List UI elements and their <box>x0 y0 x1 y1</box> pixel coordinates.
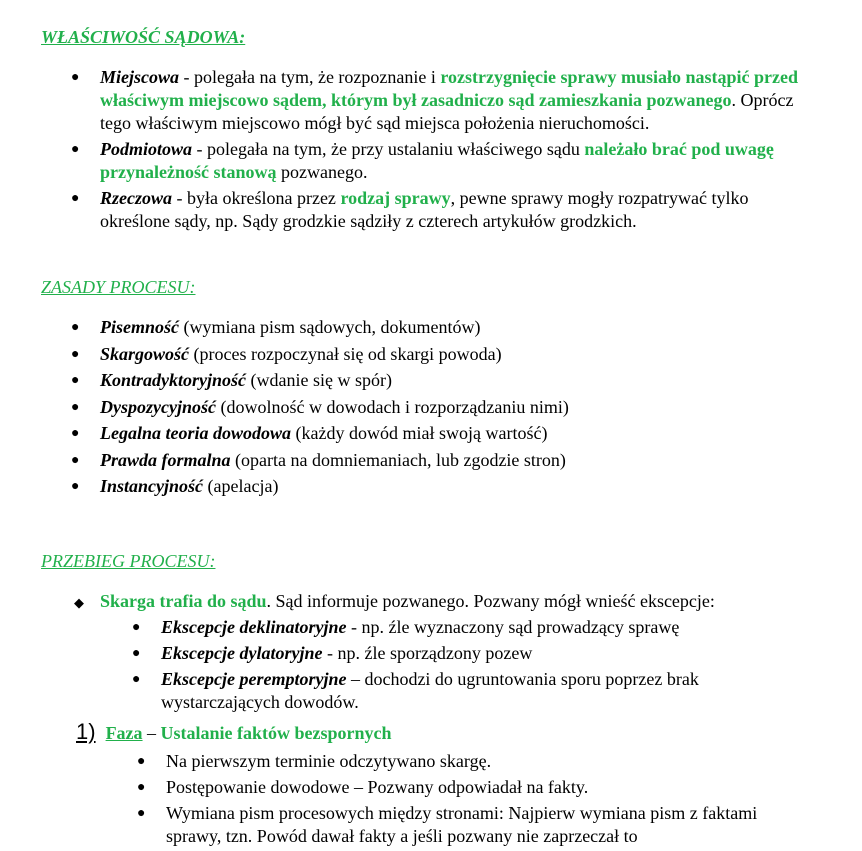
bullet-icon: ● <box>71 399 80 415</box>
list-item: ● Ekscepcje peremptoryjne – dochodzi do ugruntowania sporu poprzez brak wystarczających dowodów. <box>132 669 699 712</box>
bullet-icon: ● <box>137 806 146 821</box>
bullet-icon: ● <box>132 620 141 635</box>
list-item: ● Na pierwszym terminie odczytywano skargę. <box>137 751 492 771</box>
list-item: ● Kontradyktoryjność (wdanie się w spór) <box>71 370 392 390</box>
list-item-podmiotowa: ● Podmiotowa - polegała na tym, że przy ustalaniu właściwego sądu należało brać pod uwagę przynależność stanową pozwanego. <box>71 139 774 182</box>
list-item: ● Instancyjność (apelacja) <box>71 476 279 496</box>
bullet-icon: ● <box>71 373 80 388</box>
heading-przebieg-procesu: PRZEBIEG PROCESU: <box>41 551 216 571</box>
list-item: ● Postępowanie dowodowe – Pozwany odpowiadał na fakty. <box>137 777 589 797</box>
list-item: ● Dyspozycyjność (dowolność w dowodach i rozporządzaniu nimi) <box>71 396 569 417</box>
phase-title: Ustalanie faktów bezspornych <box>160 723 392 743</box>
phase-label: Faza <box>105 723 143 743</box>
diamond-bullet-icon: ◆ <box>74 595 84 610</box>
bullet-icon: ● <box>132 646 141 661</box>
list-item: ● Skargowość (proces rozpoczynał się od skargi powoda) <box>71 343 502 364</box>
phase-heading: 1) Faza – Ustalanie faktów bezspornych <box>76 719 392 744</box>
bullet-icon: ● <box>71 452 80 468</box>
heading-wlasciwosc-sadowa: WŁAŚCIWOŚĆ SĄDOWA: <box>41 27 246 47</box>
list-item: ● Prawda formalna (oparta na domniemaniach, lub zgodzie stron) <box>71 449 566 470</box>
bullet-icon: ● <box>71 191 80 206</box>
heading-zasady-procesu: ZASADY PROCESU: <box>41 277 196 297</box>
bullet-icon: ● <box>132 672 141 687</box>
list-item-miejscowa: ● Miejscowa - polegała na tym, że rozpoznanie i rozstrzygnięcie sprawy musiało nastąpić przed właściwym miejscowo sądem, którym był zasadniczo sąd zamieszkania pozwanego. Oprócz tego właściwym miejscowo mógł być sąd miejsca położenia nieruchomości. <box>71 67 799 133</box>
phase-number: 1) <box>76 719 96 744</box>
bullet-icon: ● <box>71 142 80 157</box>
list-faza-1 <box>137 750 806 851</box>
bullet-icon: ● <box>71 426 80 441</box>
bullet-icon: ● <box>137 754 146 769</box>
list-przebieg <box>74 590 820 616</box>
list-item: ● Pisemność (wymiana pism sądowych, dokumentów) <box>71 317 481 337</box>
list-item: ● Ekscepcje deklinatoryjne - np. źle wyznaczony sąd prowadzący sprawę <box>132 617 680 637</box>
list-item: ● Legalna teoria dowodowa (każdy dowód miał swoją wartość) <box>71 423 548 443</box>
list-item-skarga: ◆ Skarga trafia do sądu. Sąd informuje pozwanego. Pozwany mógł wnieść ekscepcje: <box>100 590 820 613</box>
list-item: ● Ekscepcje dylatoryjne - np. źle sporządzony pozew <box>132 643 533 663</box>
bullet-icon: ● <box>71 320 80 335</box>
list-zasady <box>71 316 800 502</box>
bullet-icon: ● <box>71 346 80 362</box>
bullet-icon: ● <box>137 780 146 795</box>
list-ekscepcje <box>132 616 811 717</box>
bullet-icon: ● <box>71 70 80 85</box>
list-item-rzeczowa: ● Rzeczowa - była określona przez rodzaj sprawy, pewne sprawy mogły rozpatrywać tylko określone sądy, np. Sądy grodzkie sądziły z czterech artykułów grodzkich. <box>71 188 749 231</box>
bullet-icon: ● <box>71 479 80 494</box>
list-wlasciwosc <box>71 66 800 236</box>
list-item: ● Wymiana pism procesowych między stronami: Najpierw wymiana pism z faktami sprawy, tzn. Powód dawał fakty a jeśli pozwany nie zaprzeczał to <box>137 803 758 846</box>
